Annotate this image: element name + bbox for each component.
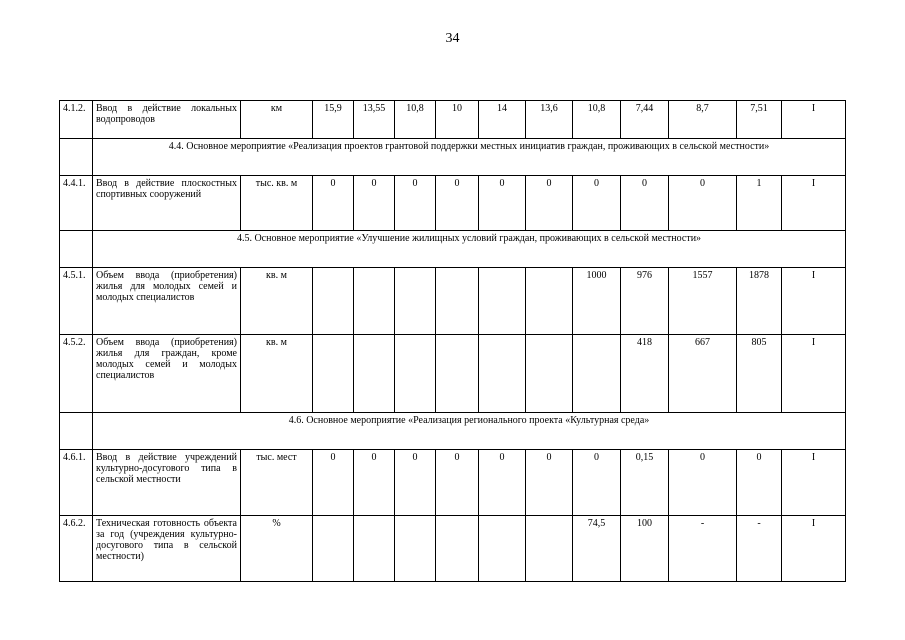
indicator-value: 10 bbox=[436, 101, 479, 139]
indicator-value: 10,8 bbox=[573, 101, 621, 139]
indicator-value: 418 bbox=[621, 335, 669, 413]
indicator-value: 8,7 bbox=[669, 101, 737, 139]
indicator-value bbox=[479, 268, 526, 335]
indicator-value: 10,8 bbox=[395, 101, 436, 139]
indicator-value: 0 bbox=[354, 176, 395, 231]
indicator-value: 0 bbox=[621, 176, 669, 231]
indicator-value bbox=[395, 335, 436, 413]
indicator-number: 4.6.2. bbox=[60, 516, 93, 582]
indicator-number: 4.4.1. bbox=[60, 176, 93, 231]
indicator-value bbox=[354, 268, 395, 335]
heading-number-cell bbox=[60, 231, 93, 268]
indicator-value: - bbox=[669, 516, 737, 582]
indicator-row bbox=[60, 450, 846, 516]
indicator-number: 4.5.1. bbox=[60, 268, 93, 335]
indicator-name: Ввод в действие учреждений культурно-досугового типа в сельской местности bbox=[93, 450, 241, 516]
indicator-value: 805 bbox=[737, 335, 782, 413]
indicator-category: I bbox=[782, 176, 846, 231]
indicator-value: 0 bbox=[395, 176, 436, 231]
indicator-value: 0 bbox=[479, 450, 526, 516]
indicator-value bbox=[526, 268, 573, 335]
indicator-name: Ввод в действие локальных водопроводов bbox=[93, 101, 241, 139]
indicator-value: 0 bbox=[573, 176, 621, 231]
indicator-value bbox=[313, 268, 354, 335]
indicator-category: I bbox=[782, 335, 846, 413]
indicator-value: 1000 bbox=[573, 268, 621, 335]
indicator-value bbox=[436, 268, 479, 335]
indicator-category: I bbox=[782, 516, 846, 582]
indicator-value: 7,51 bbox=[737, 101, 782, 139]
indicator-value: 15,9 bbox=[313, 101, 354, 139]
indicator-value: 0 bbox=[573, 450, 621, 516]
section-heading: 4.6. Основное мероприятие «Реализация регионального проекта «Культурная среда» bbox=[93, 413, 846, 450]
indicator-unit: % bbox=[241, 516, 313, 582]
indicator-value: 0 bbox=[313, 176, 354, 231]
indicator-row bbox=[60, 101, 846, 139]
indicator-value: 0 bbox=[526, 450, 573, 516]
indicator-value: 74,5 bbox=[573, 516, 621, 582]
indicator-unit: тыс. кв. м bbox=[241, 176, 313, 231]
indicator-value bbox=[313, 335, 354, 413]
indicator-category: I bbox=[782, 101, 846, 139]
indicators-table bbox=[59, 100, 846, 582]
indicator-value bbox=[436, 516, 479, 582]
indicator-value: 13,6 bbox=[526, 101, 573, 139]
indicator-value: 1878 bbox=[737, 268, 782, 335]
indicator-name: Объем ввода (приобретения) жилья для молодых семей и молодых специалистов bbox=[93, 268, 241, 335]
indicator-value: 667 bbox=[669, 335, 737, 413]
indicator-value: 7,44 bbox=[621, 101, 669, 139]
indicator-name: Техническая готовность объекта за год (учреждения культурно-досугового типа в сельской местности) bbox=[93, 516, 241, 582]
indicator-value: 0 bbox=[669, 450, 737, 516]
indicator-value: 100 bbox=[621, 516, 669, 582]
indicator-value: 14 bbox=[479, 101, 526, 139]
indicator-name: Ввод в действие плоскостных спортивных сооружений bbox=[93, 176, 241, 231]
indicator-value: 1 bbox=[737, 176, 782, 231]
page-number: 34 bbox=[445, 31, 460, 46]
indicator-row bbox=[60, 268, 846, 335]
indicator-value bbox=[479, 335, 526, 413]
indicator-category: I bbox=[782, 268, 846, 335]
indicator-number: 4.6.1. bbox=[60, 450, 93, 516]
indicator-value: - bbox=[737, 516, 782, 582]
indicator-number: 4.1.2. bbox=[60, 101, 93, 139]
indicator-row bbox=[60, 176, 846, 231]
indicator-value: 0 bbox=[479, 176, 526, 231]
indicator-value: 0 bbox=[526, 176, 573, 231]
indicator-row bbox=[60, 516, 846, 582]
indicator-unit: кв. м bbox=[241, 268, 313, 335]
indicator-value: 0 bbox=[354, 450, 395, 516]
section-heading-row bbox=[60, 139, 846, 176]
indicator-value bbox=[479, 516, 526, 582]
section-heading: 4.4. Основное мероприятие «Реализация проектов грантовой поддержки местных инициатив граждан, проживающих в сельской местности» bbox=[93, 139, 846, 176]
indicator-category: I bbox=[782, 450, 846, 516]
indicator-value bbox=[313, 516, 354, 582]
indicator-value bbox=[526, 335, 573, 413]
indicator-value: 0 bbox=[395, 450, 436, 516]
heading-number-cell bbox=[60, 413, 93, 450]
section-heading: 4.5. Основное мероприятие «Улучшение жилищных условий граждан, проживающих в сельской местности» bbox=[93, 231, 846, 268]
indicator-unit: км bbox=[241, 101, 313, 139]
indicator-unit: кв. м bbox=[241, 335, 313, 413]
indicator-value: 976 bbox=[621, 268, 669, 335]
section-heading-row bbox=[60, 231, 846, 268]
section-heading-row bbox=[60, 413, 846, 450]
indicator-value bbox=[526, 516, 573, 582]
indicator-value: 0,15 bbox=[621, 450, 669, 516]
heading-number-cell bbox=[60, 139, 93, 176]
indicator-name: Объем ввода (приобретения) жилья для граждан, кроме молодых семей и молодых специалистов bbox=[93, 335, 241, 413]
indicator-value bbox=[395, 268, 436, 335]
table-body bbox=[60, 101, 846, 582]
indicator-value bbox=[354, 335, 395, 413]
indicator-value: 0 bbox=[669, 176, 737, 231]
indicator-value: 13,55 bbox=[354, 101, 395, 139]
indicator-value: 0 bbox=[313, 450, 354, 516]
indicator-row bbox=[60, 335, 846, 413]
indicator-value: 1557 bbox=[669, 268, 737, 335]
indicator-value bbox=[573, 335, 621, 413]
indicator-value: 0 bbox=[737, 450, 782, 516]
indicator-value bbox=[395, 516, 436, 582]
indicator-unit: тыс. мест bbox=[241, 450, 313, 516]
indicator-value bbox=[354, 516, 395, 582]
indicator-value bbox=[436, 335, 479, 413]
indicator-value: 0 bbox=[436, 450, 479, 516]
indicator-value: 0 bbox=[436, 176, 479, 231]
indicator-number: 4.5.2. bbox=[60, 335, 93, 413]
